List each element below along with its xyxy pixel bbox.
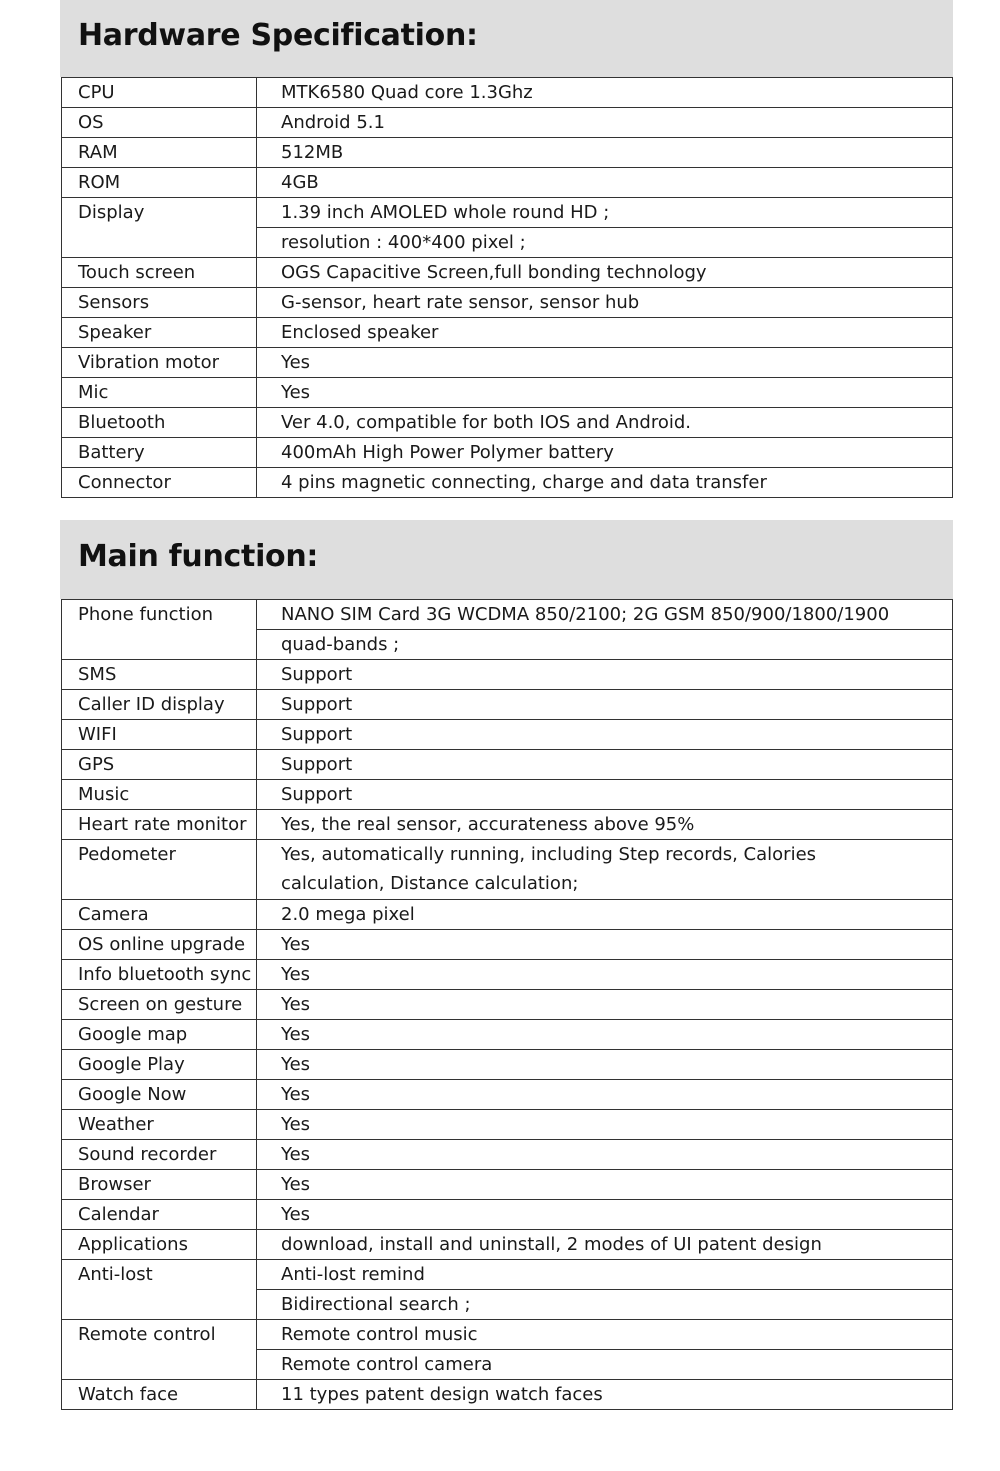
table-row [62,318,953,348]
spec-value: 512MB [257,138,953,168]
spec-value: 4 pins magnetic connecting, charge and data transfer [257,468,953,498]
spec-value: Support [257,720,953,750]
spec-value: Yes, the real sensor, accurateness above 95% [257,810,953,840]
spec-value-secondary: quad-bands ; [257,630,953,660]
spec-value-secondary: resolution : 400*400 pixel ; [257,228,953,258]
spec-label: OS online upgrade [62,930,257,960]
table-row [62,1380,953,1410]
spec-value: NANO SIM Card 3G WCDMA 850/2100; 2G GSM 850/900/1800/1900 [257,600,953,630]
table-row [62,288,953,318]
spec-label: Browser [62,1170,257,1200]
spec-label: OS [62,108,257,138]
spec-value-secondary: Bidirectional search ; [257,1290,953,1320]
spec-label: Weather [62,1110,257,1140]
spec-label: Info bluetooth sync [62,960,257,990]
spec-value: 4GB [257,168,953,198]
hardware-spec-table [61,77,953,498]
table-row [62,1020,953,1050]
table-row [62,468,953,498]
spec-value: Yes [257,1110,953,1140]
spec-label: Speaker [62,318,257,348]
table-row [62,438,953,468]
spec-label: Pedometer [62,840,257,900]
main-function-section-header [60,520,953,599]
spec-label: Google Now [62,1080,257,1110]
spec-label: Calendar [62,1200,257,1230]
spec-label: Remote control [62,1320,257,1380]
spec-value: Support [257,750,953,780]
table-row [62,1230,953,1260]
spec-value: 11 types patent design watch faces [257,1380,953,1410]
table-row [62,810,953,840]
spec-label: Display [62,198,257,258]
table-row [62,138,953,168]
spec-label: Mic [62,378,257,408]
spec-value: Support [257,660,953,690]
spec-value: 1.39 inch AMOLED whole round HD ; [257,198,953,228]
spec-label: SMS [62,660,257,690]
spec-value: Ver 4.0, compatible for both IOS and Android. [257,408,953,438]
table-row [62,1050,953,1080]
spec-value: download, install and uninstall, 2 modes of UI patent design [257,1230,953,1260]
spec-label: ROM [62,168,257,198]
spec-label: Bluetooth [62,408,257,438]
spec-label: Phone function [62,600,257,660]
spec-value: Yes [257,1200,953,1230]
spec-label: Anti-lost [62,1260,257,1320]
spec-label: RAM [62,138,257,168]
table-row [62,900,953,930]
table-row [62,168,953,198]
table-row [62,690,953,720]
table-row [62,378,953,408]
table-row [62,1320,953,1350]
spec-label: GPS [62,750,257,780]
hardware-section-header [60,0,953,77]
table-row [62,960,953,990]
spec-value-line: calculation, Distance calculation; [281,873,579,894]
table-row [62,990,953,1020]
spec-value: Support [257,780,953,810]
table-row [62,600,953,630]
spec-label: Connector [62,468,257,498]
table-row [62,1170,953,1200]
table-row [62,930,953,960]
table-row [62,198,953,228]
spec-value: Yes [257,930,953,960]
spec-value: Enclosed speaker [257,318,953,348]
spec-value: Yes [257,1020,953,1050]
spec-label: Heart rate monitor [62,810,257,840]
main-function-table [61,599,953,1410]
spec-value-line: Yes, automatically running, including Step records, Calories [281,844,817,865]
table-row [62,750,953,780]
table-row [62,660,953,690]
spec-label: Vibration motor [62,348,257,378]
table-row [62,720,953,750]
table-row [62,1080,953,1110]
table-row [62,258,953,288]
spec-label: WIFI [62,720,257,750]
spec-label: Google Play [62,1050,257,1080]
table-row [62,348,953,378]
spec-value: Yes [257,378,953,408]
spec-label: Applications [62,1230,257,1260]
table-row [62,1260,953,1290]
table-row [62,840,953,900]
spec-value: Android 5.1 [257,108,953,138]
spec-value: OGS Capacitive Screen,full bonding technology [257,258,953,288]
table-row [62,780,953,810]
spec-label: CPU [62,78,257,108]
spec-value: Support [257,690,953,720]
spec-label: Google map [62,1020,257,1050]
spec-value: Yes [257,1140,953,1170]
spec-label: Screen on gesture [62,990,257,1020]
spec-value: Remote control music [257,1320,953,1350]
spec-value [257,840,953,900]
spec-label: Touch screen [62,258,257,288]
spec-label: Battery [62,438,257,468]
spec-label: Sound recorder [62,1140,257,1170]
spec-value: Yes [257,1080,953,1110]
table-row [62,1200,953,1230]
spec-value: Yes [257,960,953,990]
table-row [62,1110,953,1140]
spec-label: Watch face [62,1380,257,1410]
table-row [62,108,953,138]
spec-value: Yes [257,348,953,378]
spec-label: Sensors [62,288,257,318]
spec-value: 400mAh High Power Polymer battery [257,438,953,468]
spec-value: MTK6580 Quad core 1.3Ghz [257,78,953,108]
spec-label: Caller ID display [62,690,257,720]
spec-value-secondary: Remote control camera [257,1350,953,1380]
spec-label: Camera [62,900,257,930]
main-function-section-title: Main function: [78,539,319,574]
spec-value: Anti-lost remind [257,1260,953,1290]
hardware-section-title: Hardware Specification: [78,18,478,53]
spec-value: Yes [257,1170,953,1200]
spec-value: Yes [257,1050,953,1080]
table-row [62,1140,953,1170]
spec-label: Music [62,780,257,810]
spec-value: Yes [257,990,953,1020]
table-row [62,78,953,108]
table-row [62,408,953,438]
spec-value: G-sensor, heart rate sensor, sensor hub [257,288,953,318]
spec-value: 2.0 mega pixel [257,900,953,930]
